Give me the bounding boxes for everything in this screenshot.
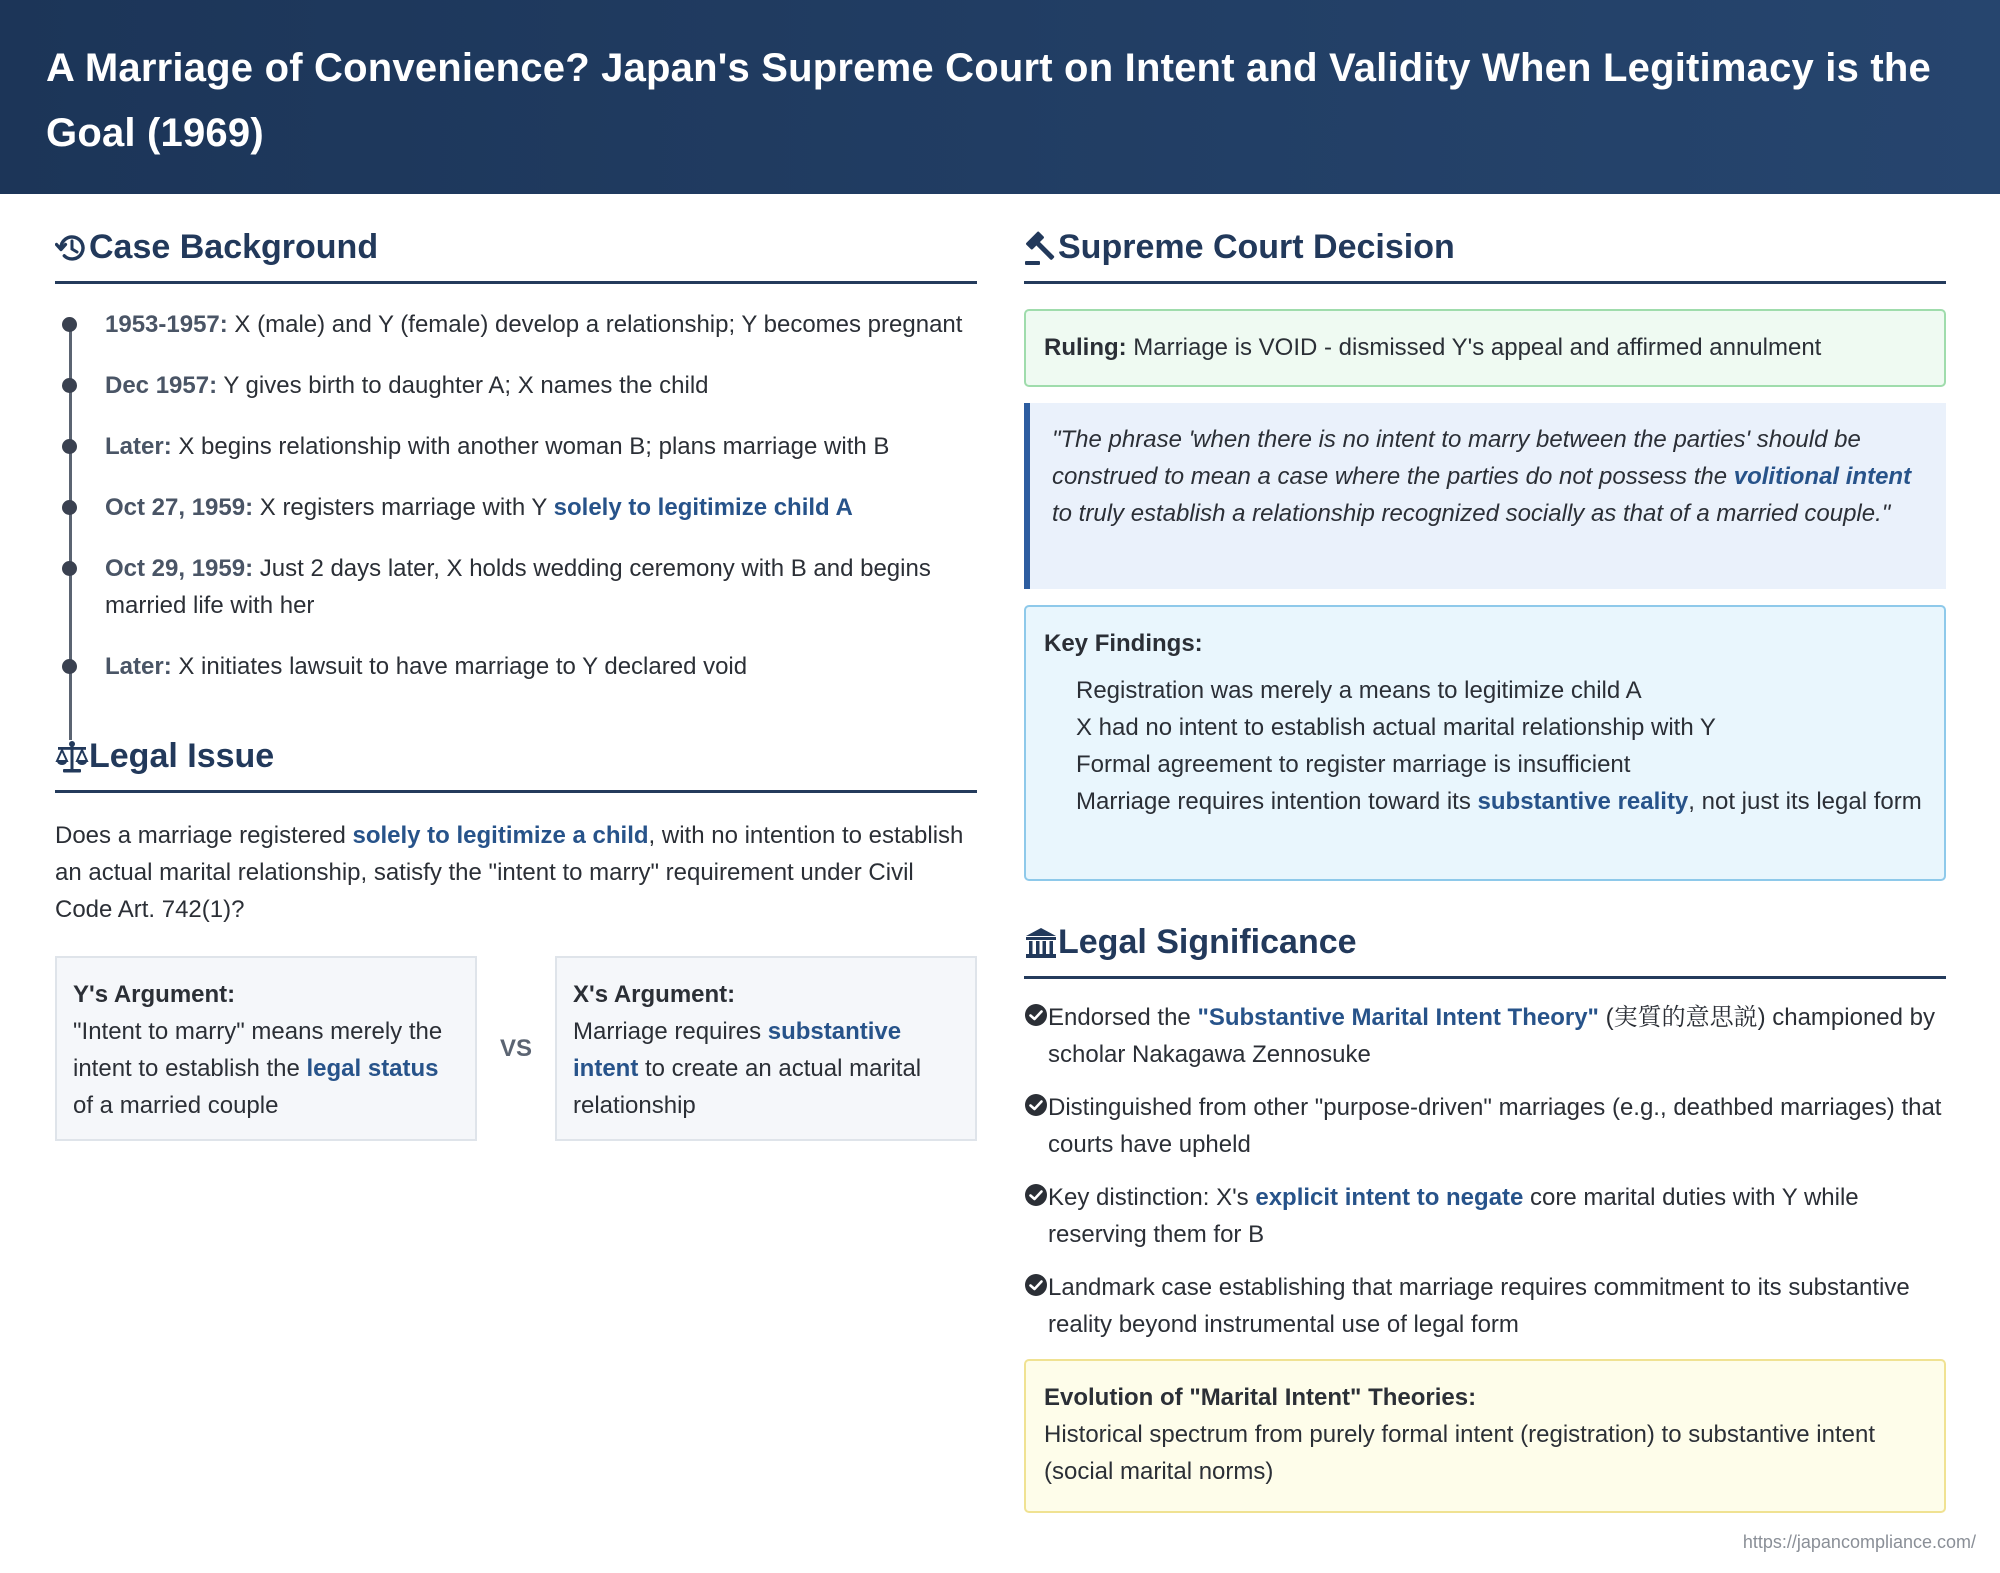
history-icon (55, 230, 89, 266)
y-argument-box (55, 956, 477, 1141)
scales-icon (55, 739, 89, 775)
evolution-box (1024, 1359, 1946, 1513)
list-item: X had no intent to establish actual marital relationship with Y (1076, 714, 1716, 741)
timeline-item: Oct 27, 1959: X registers marriage with Y solely to legitimize child A (105, 489, 977, 526)
gavel-icon (1024, 230, 1058, 266)
arguments-comparison (55, 956, 977, 1141)
evolution-text: Historical spectrum from purely formal intent (registration) to substantive intent (social marital norms) (1044, 1421, 1875, 1485)
evolution-title: Evolution of "Marital Intent" Theories: (1044, 1384, 1477, 1411)
list-item: Endorsed the "Substantive Marital Intent Theory" (実質的意思説) championed by scholar Nakagawa Zennosuke (1024, 999, 1946, 1073)
section-title: Legal Issue (89, 737, 275, 775)
ruling-box: Ruling: Marriage is VOID - dismissed Y's appeal and affirmed annulment (1024, 309, 1946, 387)
argument-title: Y's Argument: (73, 981, 236, 1008)
list-item: Landmark case establishing that marriage requires commitment to its substantive reality beyond instrumental use of legal form (1024, 1269, 1946, 1343)
timeline-item: Oct 29, 1959: Just 2 days later, X holds wedding ceremony with B and begins married life with her (105, 550, 977, 624)
key-findings-box (1024, 605, 1946, 881)
x-argument-box (555, 956, 977, 1141)
timeline-dot (62, 561, 77, 576)
timeline-dot (62, 659, 77, 674)
section-title: Supreme Court Decision (1058, 228, 1455, 266)
right-column (1024, 194, 1946, 1513)
vs-label: VS (499, 1034, 532, 1062)
timeline-item: Later: X initiates lawsuit to have marriage to Y declared void (105, 648, 977, 685)
timeline-item: Dec 1957: Y gives birth to daughter A; X names the child (105, 367, 977, 404)
check-circle-icon (1024, 1183, 1048, 1207)
list-item: Marriage requires intention toward its substantive reality, not just its legal form (1076, 788, 1922, 815)
decision-header (1024, 194, 1946, 284)
timeline-item: Later: X begins relationship with another woman B; plans marriage with B (105, 428, 977, 465)
landmark-icon (1024, 925, 1058, 961)
legal-issue-header (55, 703, 977, 793)
argument-title: X's Argument: (573, 981, 736, 1008)
timeline-dot (62, 378, 77, 393)
page-title: A Marriage of Convenience? Japan's Supreme Court on Intent and Validity When Legitimacy is the Goal (1969) (46, 46, 1931, 155)
significance-header (1024, 889, 1946, 979)
list-item: Key distinction: X's explicit intent to negate core marital duties with Y while reserving them for B (1024, 1179, 1946, 1253)
timeline (55, 306, 977, 685)
section-title: Case Background (89, 228, 379, 266)
section-title: Legal Significance (1058, 923, 1357, 961)
source-url: https://japancompliance.com/ (1742, 1532, 1976, 1552)
left-column (55, 194, 977, 1141)
list-item: Registration was merely a means to legitimize child A (1076, 677, 1642, 704)
list-item: Formal agreement to register marriage is insufficient (1076, 751, 1631, 778)
check-circle-icon (1024, 1273, 1048, 1297)
timeline-dot (62, 317, 77, 332)
case-background-header (55, 194, 977, 284)
check-circle-icon (1024, 1003, 1048, 1027)
timeline-dot (62, 500, 77, 515)
court-quote: "The phrase 'when there is no intent to marry between the parties' should be construed to mean a case where the parties do not possess the volitional intent to truly establish a relationship recognized socially as that of a married couple." (1024, 403, 1946, 589)
legal-issue-question: Does a marriage registered solely to legitimize a child, with no intention to establish an actual marital relationship, satisfy the "intent to marry" requirement under Civil Code Art. 742(1)? (55, 822, 964, 923)
significance-list (1024, 999, 1946, 1343)
findings-title: Key Findings: (1044, 630, 1203, 657)
page-header (0, 0, 2000, 194)
argument-text: Marriage requires substantive intent to create an actual marital relationship (573, 1018, 922, 1119)
findings-list (1044, 672, 1926, 820)
check-circle-icon (1024, 1093, 1048, 1117)
argument-text: "Intent to marry" means merely the intent to establish the legal status of a married couple (73, 1018, 443, 1119)
list-item: Distinguished from other "purpose-driven" marriages (e.g., deathbed marriages) that courts have upheld (1024, 1089, 1946, 1163)
timeline-item: 1953-1957: X (male) and Y (female) develop a relationship; Y becomes pregnant (105, 306, 977, 343)
timeline-dot (62, 439, 77, 454)
